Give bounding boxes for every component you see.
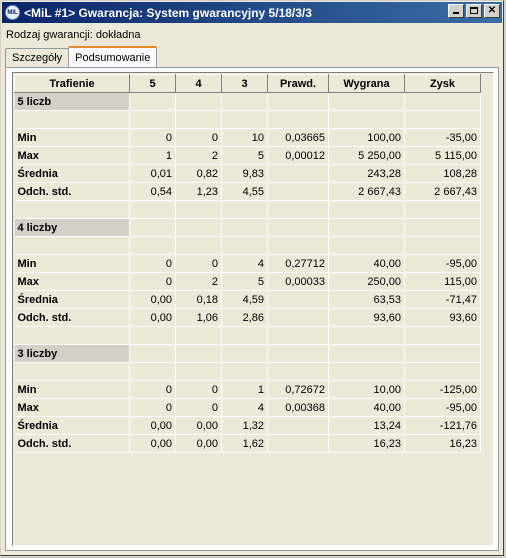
table-cell: [222, 201, 268, 219]
table-cell: [222, 111, 268, 129]
table-cell: 0: [130, 273, 176, 291]
table-cell: [268, 345, 329, 363]
maximize-button[interactable]: [466, 4, 482, 18]
table-cell: [329, 201, 405, 219]
table-cell: 0: [130, 399, 176, 417]
tab-szczegoly[interactable]: Szczegóły: [5, 48, 69, 67]
table-cell: [222, 93, 268, 111]
table-cell: [329, 345, 405, 363]
table-cell: -125,00: [405, 381, 481, 399]
table-cell: [268, 327, 329, 345]
table-cell: 0: [176, 255, 222, 273]
table-cell: 1: [222, 381, 268, 399]
table-cell: 1,06: [176, 309, 222, 327]
table-row[interactable]: [15, 291, 481, 309]
table-row[interactable]: [15, 399, 481, 417]
table-cell: [130, 327, 176, 345]
table-cell: [405, 201, 481, 219]
table-cell: 2: [176, 147, 222, 165]
table-cell: 108,28: [405, 165, 481, 183]
table-row[interactable]: [15, 147, 481, 165]
table-cell: 40,00: [329, 399, 405, 417]
table-cell: 4,55: [222, 183, 268, 201]
maximize-icon: [470, 7, 478, 14]
table-cell: [130, 363, 176, 381]
table-cell: [405, 219, 481, 237]
table-cell: -71,47: [405, 291, 481, 309]
table-cell: [268, 237, 329, 255]
table-row[interactable]: [15, 345, 481, 363]
table-row[interactable]: [15, 201, 481, 219]
table-cell: 0,00: [130, 309, 176, 327]
table-cell: [268, 183, 329, 201]
row-label: Min: [15, 129, 130, 147]
column-header-6[interactable]: Zysk: [405, 75, 481, 93]
summary-table: [14, 74, 481, 453]
table-cell: [268, 309, 329, 327]
table-cell: -95,00: [405, 255, 481, 273]
table-row[interactable]: [15, 327, 481, 345]
table-cell: 2 667,43: [329, 183, 405, 201]
table-cell: 0: [130, 381, 176, 399]
table-row[interactable]: [15, 363, 481, 381]
table-cell: [176, 237, 222, 255]
table-header-row: [15, 75, 481, 93]
row-label: [15, 363, 130, 381]
table-row[interactable]: [15, 183, 481, 201]
table-cell: 93,60: [329, 309, 405, 327]
table-cell: 250,00: [329, 273, 405, 291]
table-row[interactable]: [15, 237, 481, 255]
table-cell: 0,00: [130, 435, 176, 453]
app-logo-icon: MIL: [5, 5, 20, 20]
table-row[interactable]: [15, 255, 481, 273]
table-row[interactable]: [15, 435, 481, 453]
table-cell: 4: [222, 255, 268, 273]
table-cell: 0,00: [176, 435, 222, 453]
close-button[interactable]: [484, 4, 500, 18]
column-header-4[interactable]: Prawd.: [268, 75, 329, 93]
table-row[interactable]: [15, 381, 481, 399]
table-cell: 0,00: [130, 417, 176, 435]
row-label: [15, 201, 130, 219]
table-cell: 1,32: [222, 417, 268, 435]
table-cell: [176, 111, 222, 129]
table-cell: 0,01: [130, 165, 176, 183]
table-cell: 243,28: [329, 165, 405, 183]
table-cell: 5 115,00: [405, 147, 481, 165]
minimize-icon: [453, 12, 459, 14]
close-icon: ✕: [487, 5, 497, 16]
column-header-3[interactable]: 3: [222, 75, 268, 93]
table-cell: 0,82: [176, 165, 222, 183]
table-cell: [405, 237, 481, 255]
table-cell: 0,00368: [268, 399, 329, 417]
table-body: [15, 93, 481, 453]
title-bar[interactable]: [2, 2, 502, 23]
table-cell: 0,00033: [268, 273, 329, 291]
row-label: Max: [15, 273, 130, 291]
table-cell: 0: [176, 129, 222, 147]
minimize-button[interactable]: [448, 4, 464, 18]
table-cell: 10: [222, 129, 268, 147]
table-row[interactable]: [15, 273, 481, 291]
table-cell: [130, 201, 176, 219]
summary-grid[interactable]: [12, 72, 494, 546]
tab-podsumowanie[interactable]: Podsumowanie: [68, 46, 157, 68]
table-cell: [268, 417, 329, 435]
table-cell: 0,54: [130, 183, 176, 201]
table-cell: 2 667,43: [405, 183, 481, 201]
table-cell: 5: [222, 147, 268, 165]
row-label: Średnia: [15, 291, 130, 309]
table-cell: [268, 165, 329, 183]
row-label: Max: [15, 399, 130, 417]
table-cell: [329, 111, 405, 129]
table-cell: 1,62: [222, 435, 268, 453]
row-label: Średnia: [15, 165, 130, 183]
table-cell: 0: [176, 399, 222, 417]
table-cell: [405, 111, 481, 129]
row-label: Min: [15, 381, 130, 399]
table-cell: [130, 219, 176, 237]
table-cell: 10,00: [329, 381, 405, 399]
table-cell: [222, 219, 268, 237]
table-cell: 63,53: [329, 291, 405, 309]
table-cell: 1: [130, 147, 176, 165]
table-cell: 0,00: [176, 417, 222, 435]
table-cell: [268, 435, 329, 453]
table-cell: 1,23: [176, 183, 222, 201]
table-cell: 2,86: [222, 309, 268, 327]
table-cell: 5 250,00: [329, 147, 405, 165]
table-cell: 40,00: [329, 255, 405, 273]
table-cell: 0,18: [176, 291, 222, 309]
row-label: Średnia: [15, 417, 130, 435]
table-cell: [130, 237, 176, 255]
table-cell: [176, 93, 222, 111]
table-cell: [268, 201, 329, 219]
table-cell: 0: [176, 381, 222, 399]
table-row[interactable]: [15, 165, 481, 183]
table-cell: [329, 219, 405, 237]
table-cell: [405, 345, 481, 363]
column-header-1[interactable]: 5: [130, 75, 176, 93]
table-cell: [176, 201, 222, 219]
table-cell: [176, 363, 222, 381]
table-cell: 4: [222, 399, 268, 417]
table-cell: 0,03665: [268, 129, 329, 147]
table-row[interactable]: [15, 111, 481, 129]
table-cell: [268, 363, 329, 381]
window-controls: [446, 4, 500, 18]
table-row[interactable]: [15, 417, 481, 435]
table-cell: 0: [130, 129, 176, 147]
table-cell: 5: [222, 273, 268, 291]
table-cell: -121,76: [405, 417, 481, 435]
row-label: 3 liczby: [15, 345, 130, 363]
table-cell: [176, 327, 222, 345]
table-cell: [268, 93, 329, 111]
row-label: Min: [15, 255, 130, 273]
table-cell: 16,23: [405, 435, 481, 453]
table-row[interactable]: [15, 219, 481, 237]
column-header-5[interactable]: Wygrana: [329, 75, 405, 93]
row-label: [15, 111, 130, 129]
row-label: 5 liczb: [15, 93, 130, 111]
table-cell: [268, 291, 329, 309]
table-cell: -35,00: [405, 129, 481, 147]
table-cell: 115,00: [405, 273, 481, 291]
tab-bar: [5, 47, 156, 67]
table-cell: [405, 363, 481, 381]
window-title: <MiL #1> Gwarancja: System gwarancyjny 5/18/3/3: [24, 5, 312, 20]
column-header-0[interactable]: Trafienie: [15, 75, 130, 93]
table-cell: 0: [130, 255, 176, 273]
table-cell: [222, 327, 268, 345]
guarantee-type-label: Rodzaj gwarancji: dokładna: [6, 29, 141, 41]
row-label: Odch. std.: [15, 309, 130, 327]
table-cell: 13,24: [329, 417, 405, 435]
table-cell: 0,00012: [268, 147, 329, 165]
table-cell: -95,00: [405, 399, 481, 417]
table-cell: 2: [176, 273, 222, 291]
table-cell: 0,72672: [268, 381, 329, 399]
table-row[interactable]: [15, 93, 481, 111]
table-row[interactable]: [15, 309, 481, 327]
row-label: [15, 237, 130, 255]
table-cell: [329, 363, 405, 381]
table-cell: [405, 327, 481, 345]
table-cell: [130, 93, 176, 111]
table-cell: [222, 345, 268, 363]
table-cell: [329, 327, 405, 345]
table-cell: 93,60: [405, 309, 481, 327]
table-cell: [176, 219, 222, 237]
table-cell: [130, 345, 176, 363]
column-header-2[interactable]: 4: [176, 75, 222, 93]
row-label: Max: [15, 147, 130, 165]
table-cell: [130, 111, 176, 129]
table-row[interactable]: [15, 129, 481, 147]
row-label: Odch. std.: [15, 183, 130, 201]
table-cell: [329, 93, 405, 111]
table-cell: [222, 363, 268, 381]
table-cell: [329, 237, 405, 255]
table-cell: 9,83: [222, 165, 268, 183]
table-cell: [405, 93, 481, 111]
table-cell: 0,00: [130, 291, 176, 309]
table-cell: [268, 111, 329, 129]
table-cell: 100,00: [329, 129, 405, 147]
table-cell: 0,27712: [268, 255, 329, 273]
table-cell: [268, 219, 329, 237]
row-label: [15, 327, 130, 345]
table-cell: [222, 237, 268, 255]
row-label: Odch. std.: [15, 435, 130, 453]
row-label: 4 liczby: [15, 219, 130, 237]
summary-panel: [5, 67, 499, 551]
table-cell: 16,23: [329, 435, 405, 453]
table-cell: 4,59: [222, 291, 268, 309]
table-cell: [176, 345, 222, 363]
